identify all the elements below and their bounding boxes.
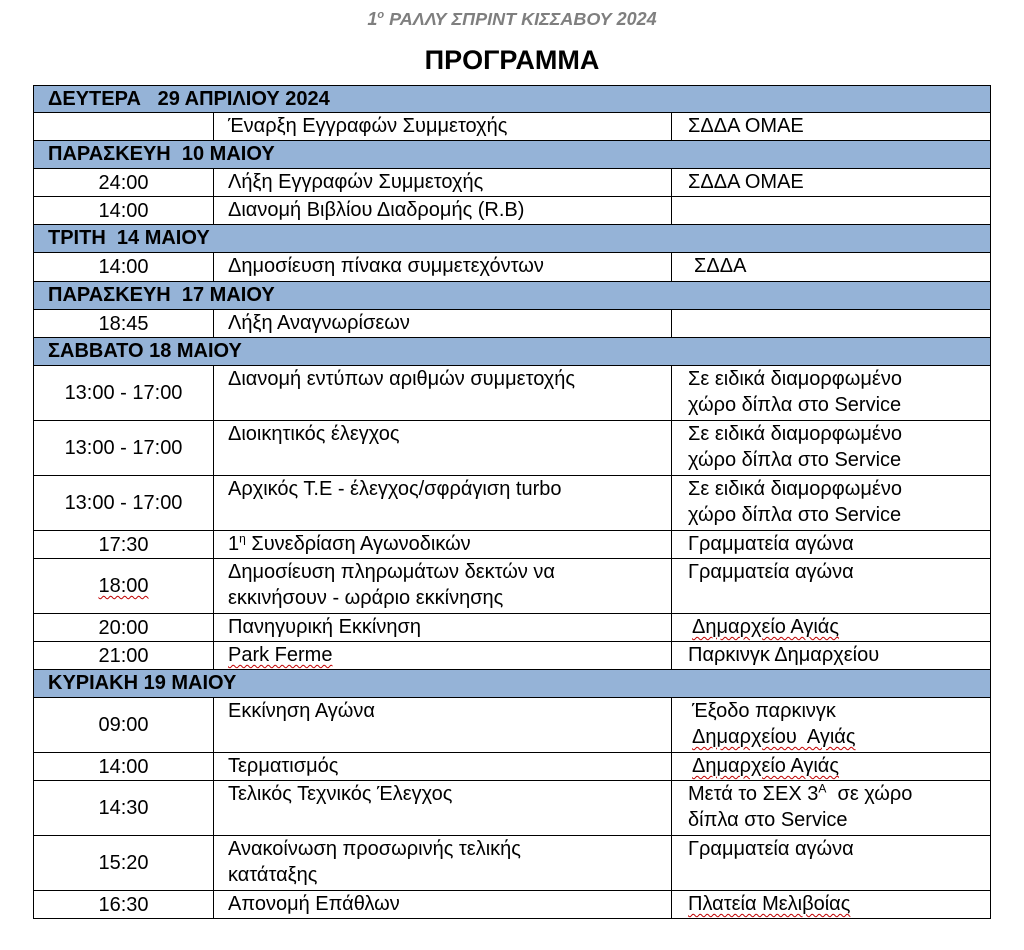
table-row (34, 614, 991, 642)
location-line: δίπλα στο Service (688, 809, 848, 831)
event-cell: Λήξη Εγγραφών Συμμετοχής (214, 169, 672, 197)
time-text: 18:00 (98, 575, 149, 597)
location-line (692, 724, 990, 750)
location-text: Δημαρχείο Αγιάς (692, 755, 840, 777)
location-cell: Παρκινγκ Δημαρχείου (672, 642, 991, 670)
day-label: ΔΕΥΤΕΡΑ 29 ΑΠΡΙΛΙΟΥ 2024 (34, 86, 991, 113)
day-label: ΚΥΡΙΑΚΗ 19 ΜΑΙΟΥ (34, 670, 991, 698)
time-cell: 14:30 (34, 781, 214, 836)
table-row (34, 642, 991, 670)
location-cell (672, 614, 991, 642)
location-cell (672, 310, 991, 338)
location-cell (672, 781, 991, 836)
event-ordinal-number: 1 (228, 533, 240, 555)
time-cell: 16:30 (34, 891, 214, 919)
event-cell: Έναρξη Εγγραφών Συμμετοχής (214, 113, 672, 141)
location-line: Σε ειδικά διαμορφωμένο (688, 478, 902, 500)
table-row (34, 559, 991, 614)
table-row (34, 310, 991, 338)
table-row (34, 421, 991, 476)
day-header (34, 338, 991, 366)
table-row (34, 169, 991, 197)
location-cell: Γραμματεία αγώνα (672, 559, 991, 614)
location-superscript: Α (818, 781, 827, 796)
event-cell: Αρχικός Τ.Ε - έλεγχος/σφράγιση turbo (214, 476, 672, 531)
day-header (34, 670, 991, 698)
event-line: εκκινήσουν - ωράριο εκκίνησης (228, 587, 504, 609)
event-cell: Πανηγυρική Εκκίνηση (214, 614, 672, 642)
table-row (34, 531, 991, 559)
time-cell: 20:00 (34, 614, 214, 642)
time-cell: 18:45 (34, 310, 214, 338)
location-cell (672, 698, 991, 753)
subtitle-number: 1 (367, 9, 378, 29)
day-header (34, 86, 991, 113)
location-cell (672, 197, 991, 225)
event-cell: Δημοσίευση πίνακα συμμετεχόντων (214, 253, 672, 282)
location-line: Σε ειδικά διαμορφωμένο (688, 423, 902, 445)
time-cell: 09:00 (34, 698, 214, 753)
location-cell: ΣΔΔΑ ΟΜΑΕ (672, 169, 991, 197)
event-cell (214, 642, 672, 670)
event-cell: Απονομή Επάθλων (214, 891, 672, 919)
event-cell (214, 531, 672, 559)
subtitle-text: ΡΑΛΛΥ ΣΠΡΙΝΤ ΚΙΣΣΑΒΟΥ 2024 (384, 9, 657, 29)
event-line: κατάταξης (228, 864, 318, 886)
location-cell (672, 366, 991, 421)
location-cell: Γραμματεία αγώνα (672, 531, 991, 559)
table-row (34, 253, 991, 282)
table-row (34, 113, 991, 141)
table-row (34, 366, 991, 421)
location-line: Έξοδο παρκινγκ (692, 700, 836, 722)
time-cell: 14:00 (34, 197, 214, 225)
location-line (688, 781, 990, 807)
location-cell (672, 421, 991, 476)
table-row (34, 753, 991, 781)
event-text: Συνεδρίαση Αγωνοδικών (245, 533, 471, 555)
event-cell (214, 559, 672, 614)
event-line: Ανακοίνωση προσωρινής τελικής (228, 838, 521, 860)
location-cell: ΣΔΔΑ (672, 253, 991, 282)
table-row (34, 476, 991, 531)
time-cell: 13:00 - 17:00 (34, 366, 214, 421)
location-line: χώρο δίπλα στο Service (688, 449, 902, 471)
schedule-table (33, 85, 991, 919)
event-subtitle (0, 9, 1024, 30)
location-text: σε χώρο (826, 783, 913, 805)
event-cell: Διανομή Βιβλίου Διαδρομής (R.B) (214, 197, 672, 225)
day-header (34, 141, 991, 169)
table-row (34, 781, 991, 836)
day-label: ΠΑΡΑΣΚΕΥΗ 17 ΜΑΙΟΥ (34, 282, 991, 310)
location-cell (672, 476, 991, 531)
time-cell: 13:00 - 17:00 (34, 476, 214, 531)
location-line: χώρο δίπλα στο Service (688, 504, 902, 526)
location-text: Πλατεία Μελιβοίας (688, 893, 851, 915)
day-label: ΣΑΒΒΑΤΟ 18 ΜΑΙΟΥ (34, 338, 991, 366)
day-header (34, 225, 991, 253)
time-cell: 24:00 (34, 169, 214, 197)
time-cell (34, 113, 214, 141)
location-cell: ΣΔΔΑ ΟΜΑΕ (672, 113, 991, 141)
event-cell: Λήξη Αναγνωρίσεων (214, 310, 672, 338)
event-line: Δημοσίευση πληρωμάτων δεκτών να (228, 561, 555, 583)
time-cell: 17:30 (34, 531, 214, 559)
page-title: ΠΡΟΓΡΑΜΜΑ (424, 45, 600, 75)
event-ordinal-suffix: η (239, 531, 246, 546)
location-text: Δημαρχείου Αγιάς (692, 726, 856, 748)
location-text: Μετά το ΣΕΧ 3 (688, 783, 819, 805)
location-line: χώρο δίπλα στο Service (688, 394, 902, 416)
event-cell: Διανομή εντύπων αριθμών συμμετοχής (214, 366, 672, 421)
time-cell: 13:00 - 17:00 (34, 421, 214, 476)
table-row (34, 698, 991, 753)
subtitle-ordinal: ο (377, 9, 385, 21)
day-label: ΤΡΙΤΗ 14 ΜΑΙΟΥ (34, 225, 991, 253)
table-row (34, 891, 991, 919)
table-row (34, 836, 991, 891)
time-cell: 14:00 (34, 253, 214, 282)
time-cell: 15:20 (34, 836, 214, 891)
day-label: ΠΑΡΑΣΚΕΥΗ 10 ΜΑΙΟΥ (34, 141, 991, 169)
event-text: Park Ferme (228, 644, 333, 666)
table-row (34, 197, 991, 225)
time-cell: 21:00 (34, 642, 214, 670)
event-cell: Τελικός Τεχνικός Έλεγχος (214, 781, 672, 836)
location-line: Σε ειδικά διαμορφωμένο (688, 368, 902, 390)
location-cell (672, 753, 991, 781)
time-cell (34, 559, 214, 614)
event-cell: Τερματισμός (214, 753, 672, 781)
event-cell (214, 836, 672, 891)
time-cell: 14:00 (34, 753, 214, 781)
event-cell: Εκκίνηση Αγώνα (214, 698, 672, 753)
location-cell: Γραμματεία αγώνα (672, 836, 991, 891)
location-text: Δημαρχείο Αγιάς (692, 616, 840, 638)
day-header (34, 282, 991, 310)
location-cell (672, 891, 991, 919)
event-cell: Διοικητικός έλεγχος (214, 421, 672, 476)
